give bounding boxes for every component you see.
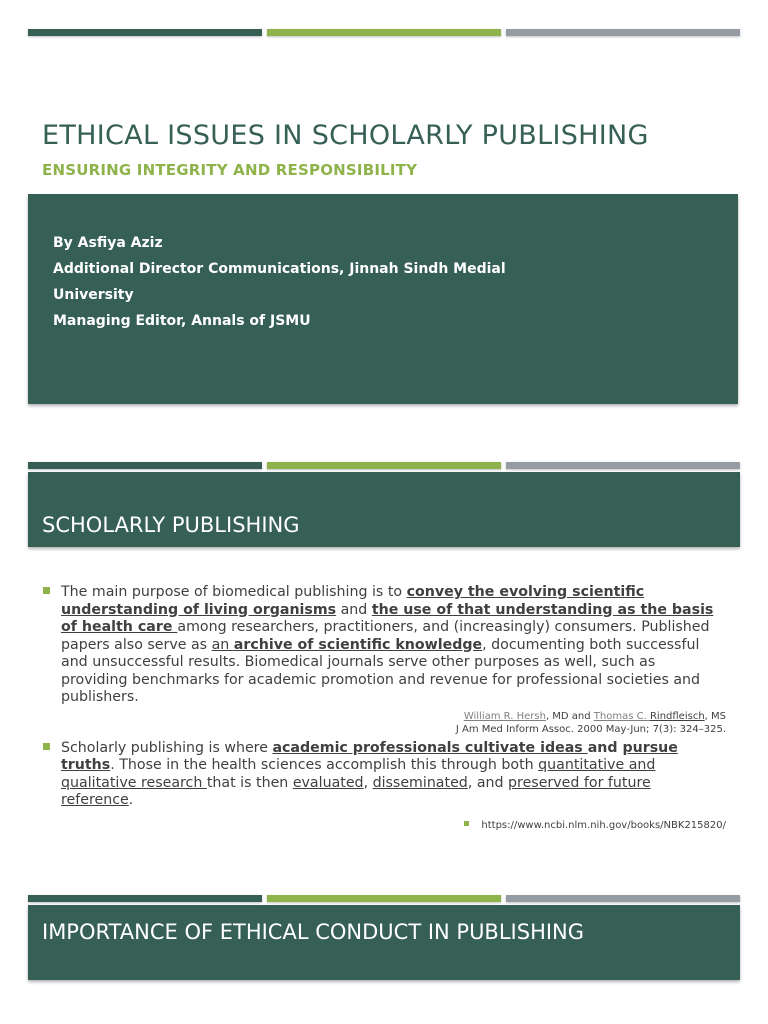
citation-text: , MS xyxy=(704,710,726,722)
emphasis-text: academic professionals cultivate ideas xyxy=(272,739,588,756)
emphasis-text: the use of that understanding as the basis of health care xyxy=(61,601,714,635)
bullet-text: and xyxy=(336,601,372,618)
slide1-title: ETHICAL ISSUES IN SCHOLARLY PUBLISHING xyxy=(42,120,649,151)
source-reference xyxy=(42,820,726,831)
author-link[interactable]: Rindfleisch xyxy=(649,710,705,722)
bullet-text: , xyxy=(363,774,373,791)
underlined-text: quantitative and qualitative research xyxy=(61,757,656,791)
author-box xyxy=(28,194,738,404)
slide2-content xyxy=(42,584,726,831)
accent-bar-green xyxy=(267,895,501,902)
bullet-square-icon xyxy=(43,743,50,750)
citation-text: , MD and xyxy=(545,710,594,722)
citation-authors xyxy=(42,710,726,723)
bullet-text: The main purpose of biomedical publishing is to xyxy=(61,584,407,600)
author-link[interactable]: William R. Hersh xyxy=(463,710,546,722)
bullet-square-icon xyxy=(43,587,50,594)
slide2-accent-bars xyxy=(28,462,740,469)
accent-bar-dark xyxy=(28,29,262,36)
citation xyxy=(42,710,726,736)
author-lines xyxy=(53,230,553,334)
slide2-title-band xyxy=(28,472,740,547)
bullet-text: that is then xyxy=(206,774,293,791)
emphasis-text: convey the evolving scientific understanding of living organisms xyxy=(61,584,645,618)
bullet-text: among researchers, practitioners, and (increasingly) consumers. Published papers also serve as xyxy=(61,619,710,653)
accent-bar-gray xyxy=(506,895,740,902)
bullet-text: Scholarly publishing is where xyxy=(61,739,273,756)
bullet-square-icon xyxy=(464,821,469,826)
bullet-text: . xyxy=(128,792,134,808)
accent-bar-gray xyxy=(506,462,740,469)
citation-journal: J Am Med Inform Assoc. 2000 May-Jun; 7(3): 324–325. xyxy=(455,723,726,735)
author-line: University xyxy=(53,287,134,303)
emphasis-text: archive of scientific knowledge xyxy=(233,636,483,653)
underlined-text: preserved for future reference xyxy=(61,774,651,808)
author-line: Managing Editor, Annals of JSMU xyxy=(53,313,311,329)
underlined-text: disseminated xyxy=(372,774,468,791)
accent-bar-gray xyxy=(506,29,740,36)
author-link[interactable]: Thomas C. xyxy=(593,710,650,722)
underlined-text: evaluated xyxy=(292,774,364,791)
underlined-text: an xyxy=(211,636,234,653)
bullet-item xyxy=(42,584,726,707)
author-line: Additional Director Communications, Jinnah Sindh Medial xyxy=(53,261,506,277)
source-url-link[interactable]: https://www.ncbi.nlm.nih.gov/books/NBK215820/ xyxy=(481,819,726,831)
bullet-text: , documenting both successful and unsuccessful results. Biomedical journals serve other purposes as well, such as providing benchmarks for academic promotion and revenue for professional societies and publishers. xyxy=(61,636,701,705)
bullet-item xyxy=(42,740,726,810)
slide3-accent-bars xyxy=(28,895,740,902)
bullet-text: , and xyxy=(467,774,509,791)
slide3-title: IMPORTANCE OF ETHICAL CONDUCT IN PUBLISHING xyxy=(42,920,585,944)
accent-bar-dark xyxy=(28,895,262,902)
slide2-title: SCHOLARLY PUBLISHING xyxy=(42,513,300,537)
slide3-title-band xyxy=(28,905,740,980)
author-line: By Asfiya Aziz xyxy=(53,235,163,251)
bullet-text: . Those in the health sciences accomplish this through both xyxy=(110,757,539,773)
accent-bar-green xyxy=(267,462,501,469)
accent-bar-dark xyxy=(28,462,262,469)
slide1-accent-bars xyxy=(28,29,740,36)
emphasis-text: and xyxy=(587,739,623,756)
slide1-subtitle: ENSURING INTEGRITY AND RESPONSIBILITY xyxy=(42,161,418,179)
accent-bar-green xyxy=(267,29,501,36)
emphasis-text: pursue truths xyxy=(61,739,678,773)
